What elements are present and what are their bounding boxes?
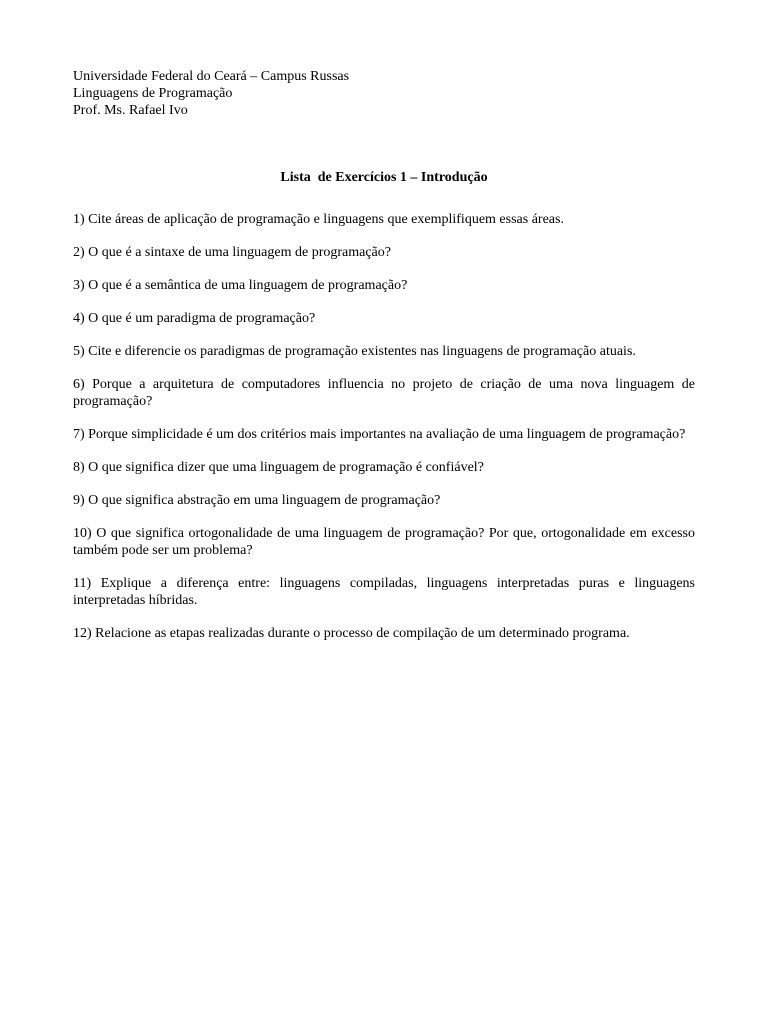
- professor-name: Prof. Ms. Rafael Ivo: [73, 103, 188, 118]
- question-list: [73, 211, 695, 642]
- question-text: 8) O que significa dizer que uma linguagem de programação é confiável?: [73, 460, 484, 475]
- university-name: Universidade Federal do Ceará – Campus Russas: [73, 69, 350, 84]
- course-name: Linguagens de Programação: [73, 86, 233, 101]
- question-item: [73, 277, 695, 294]
- question-text: 12) Relacione as etapas realizadas durante o processo de compilação de um determinado programa.: [73, 626, 630, 641]
- question-item: [73, 625, 695, 642]
- question-text: 10) O que significa ortogonalidade de uma linguagem de programação? Por que, ortogonalidade em excesso também pode ser um problema?: [73, 526, 695, 558]
- document-header: [73, 68, 695, 119]
- question-text: 4) O que é um paradigma de programação?: [73, 311, 316, 326]
- document-page: [73, 68, 695, 658]
- question-text: 3) O que é a semântica de uma linguagem de programação?: [73, 278, 408, 293]
- question-item: [73, 459, 695, 476]
- question-item: [73, 575, 695, 609]
- question-item: [73, 343, 695, 360]
- question-item: [73, 492, 695, 509]
- question-text: 9) O que significa abstração em uma linguagem de programação?: [73, 493, 441, 508]
- question-text: 5) Cite e diferencie os paradigmas de programação existentes nas linguagens de programação atuais.: [73, 344, 636, 359]
- question-item: [73, 525, 695, 559]
- question-text: 1) Cite áreas de aplicação de programação e linguagens que exemplifiquem essas áreas.: [73, 212, 564, 227]
- question-item: [73, 376, 695, 410]
- question-item: [73, 244, 695, 261]
- question-text: 7) Porque simplicidade é um dos critérios mais importantes na avaliação de uma linguagem de programação?: [73, 427, 686, 442]
- question-item: [73, 310, 695, 327]
- question-text: 2) O que é a sintaxe de uma linguagem de programação?: [73, 245, 391, 260]
- question-text: 6) Porque a arquitetura de computadores influencia no projeto de criação de uma nova linguagem de programação?: [73, 377, 695, 409]
- question-item: [73, 211, 695, 228]
- question-item: [73, 426, 695, 443]
- question-text: 11) Explique a diferença entre: linguagens compiladas, linguagens interpretadas puras e linguagens interpretadas híbridas.: [73, 576, 695, 608]
- document-title: Lista de Exercícios 1 – Introdução: [280, 170, 488, 185]
